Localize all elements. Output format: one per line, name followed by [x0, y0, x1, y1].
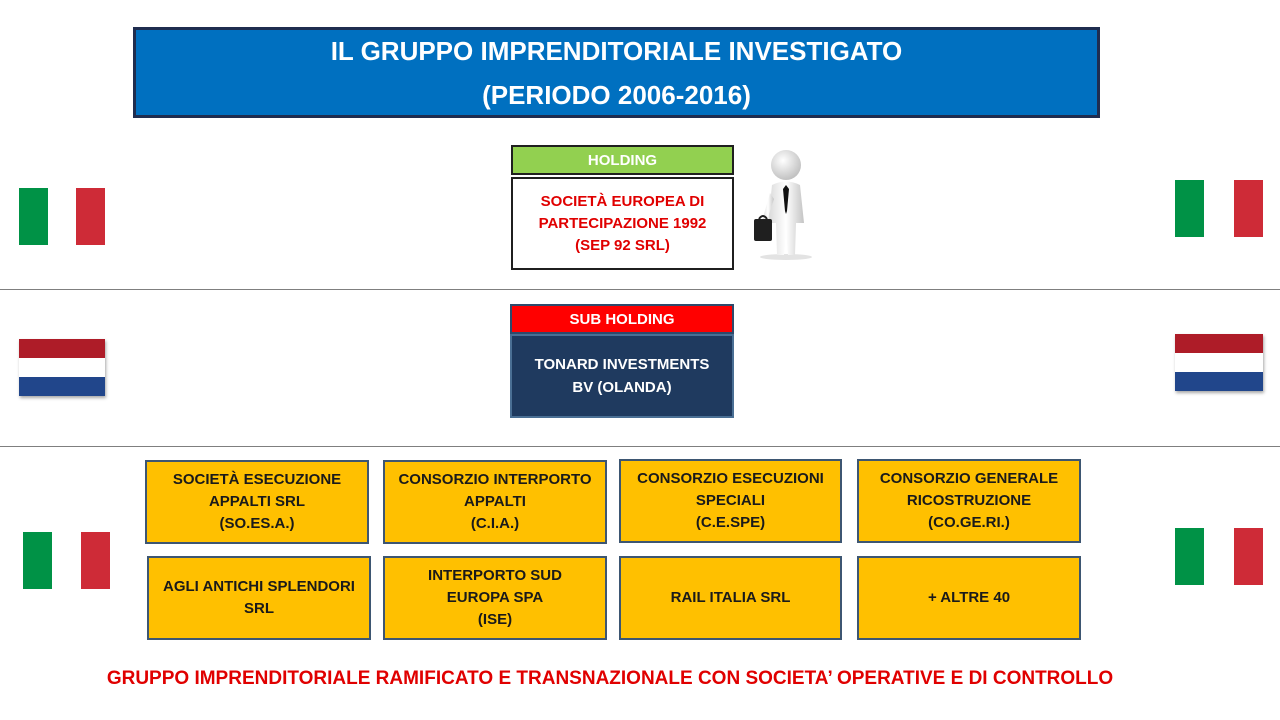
italy-flag-icon: [19, 188, 105, 245]
sub-holding-name-line-2: BV (OLANDA): [572, 379, 672, 396]
italy-flag-icon: [23, 532, 110, 589]
title-line-2: (PERIODO 2006-2016): [482, 79, 751, 110]
company-name-line: APPALTI: [464, 493, 526, 510]
holding-name-line-1: SOCIETÀ EUROPEA DI: [540, 192, 705, 210]
italy-flag-icon: [1175, 528, 1263, 585]
company-name-line: CONSORZIO ESECUZIONI: [637, 470, 824, 487]
operating-company-box: [857, 556, 1081, 640]
operating-company-box: [147, 556, 371, 640]
company-name-line: RAIL ITALIA SRL: [670, 589, 791, 606]
company-acronym: (ISE): [477, 611, 513, 628]
italy-flag-icon: [1175, 180, 1263, 237]
company-name-line: INTERPORTO SUD: [428, 567, 562, 584]
title-line-1: IL GRUPPO IMPRENDITORIALE INVESTIGATO: [330, 35, 903, 66]
slide-title: [133, 27, 1100, 118]
operating-company-box: [619, 556, 842, 640]
operating-company-box: [857, 459, 1081, 543]
company-acronym: (C.I.A.): [470, 515, 520, 532]
sub-holding-name-line-1: TONARD INVESTMENTS: [534, 356, 710, 373]
holding-name-line-2: PARTECIPAZIONE 1992: [538, 214, 707, 232]
company-name-line: + ALTRE 40: [927, 589, 1011, 606]
holding-name-line-3: (SEP 92 SRL): [575, 236, 670, 254]
row-divider: [0, 289, 1280, 290]
company-acronym: (SO.ES.A.): [219, 515, 295, 532]
businessman-icon: [750, 145, 816, 260]
operating-company-box: [619, 459, 842, 543]
company-name-line: EUROPA SPA: [446, 589, 544, 606]
company-name-line: RICOSTRUZIONE: [906, 492, 1032, 509]
company-name-line: AGLI ANTICHI SPLENDORI: [163, 578, 355, 595]
holding-label: HOLDING: [511, 145, 734, 175]
netherlands-flag-icon: [19, 339, 105, 396]
footer-caption: GRUPPO IMPRENDITORIALE RAMIFICATO E TRANSNAZIONALE CON SOCIETA’ OPERATIVE E DI CONTROLLO: [106, 668, 1114, 689]
sub-holding-label: SUB HOLDING: [510, 304, 734, 334]
company-name-line: CONSORZIO INTERPORTO: [398, 471, 592, 488]
row-divider: [0, 446, 1280, 447]
company-acronym: (C.E.SPE): [695, 514, 766, 531]
holding-company-box: [511, 177, 734, 270]
sub-holding-company-box: [510, 334, 734, 418]
company-acronym: (CO.GE.RI.): [928, 514, 1010, 531]
company-name-line: SPECIALI: [695, 492, 766, 509]
company-name-line: APPALTI SRL: [208, 493, 306, 510]
netherlands-flag-icon: [1175, 334, 1263, 391]
company-name-line: SRL: [243, 600, 274, 617]
operating-company-box: [383, 460, 607, 544]
company-name-line: SOCIETÀ ESECUZIONE: [172, 471, 342, 488]
company-name-line: CONSORZIO GENERALE: [879, 470, 1059, 487]
operating-company-box: [383, 556, 607, 640]
operating-company-box: [145, 460, 369, 544]
